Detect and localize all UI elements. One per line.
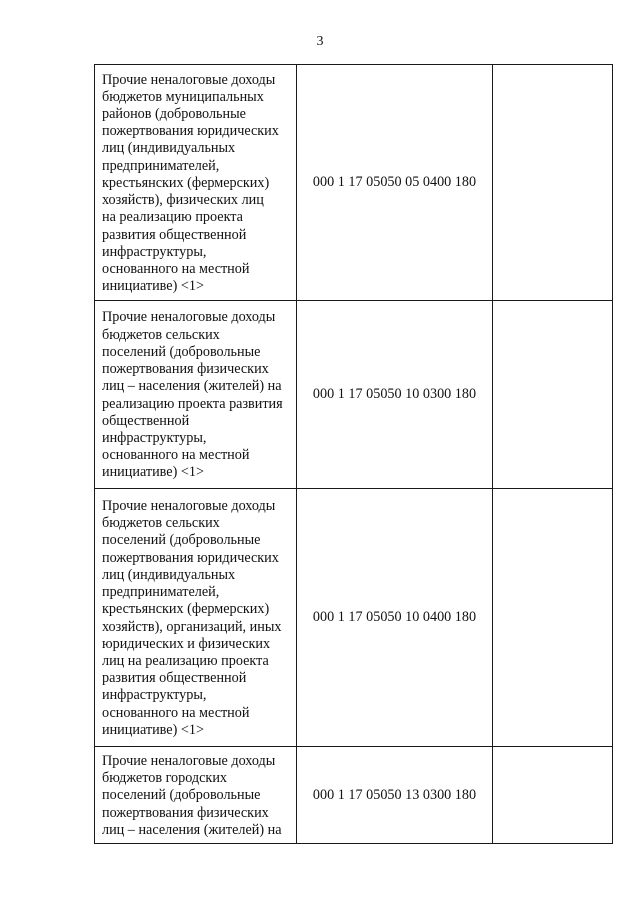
description-cell xyxy=(95,301,297,489)
budget-classification-code: 000 1 17 05050 10 0300 180 xyxy=(312,386,477,402)
code-cell xyxy=(297,65,493,301)
description-cell xyxy=(95,747,297,844)
budget-classification-code: 000 1 17 05050 10 0400 180 xyxy=(312,609,477,625)
table-row xyxy=(95,489,613,747)
code-cell xyxy=(297,301,493,489)
row-description: Прочие неналоговые доходы бюджетов муниципальных районов (добровольные пожертвования юридических лиц (индивидуальных предпринимателей, крестьянских (фермерских) хозяйств), физических лиц на реализацию проекта развития общественной инфраструктуры, основанного на местной инициативе) <1> xyxy=(102,71,279,295)
row-description: Прочие неналоговые доходы бюджетов городских поселений (добровольные пожертвования физических лиц – населения (жителей) на xyxy=(102,753,282,838)
description-cell xyxy=(95,489,297,747)
empty-cell xyxy=(493,747,613,844)
page-number: 3 xyxy=(316,34,324,49)
row-description: Прочие неналоговые доходы бюджетов сельских поселений (добровольные пожертвования юридических лиц (индивидуальных предпринимателей, крестьянских (фермерских) хозяйств), организаций, иных юридических и физических лиц на реализацию проекта развития общественной инфраструктуры, основанного на местной инициативе) <1> xyxy=(102,498,282,738)
table-row xyxy=(95,65,613,301)
row-description: Прочие неналоговые доходы бюджетов сельских поселений (добровольные пожертвования физических лиц – населения (жителей) на реализацию проекта развития общественной инфраструктуры, основанного на местной инициативе) <1> xyxy=(102,309,283,481)
empty-cell xyxy=(493,489,613,747)
table-row xyxy=(95,747,613,844)
empty-cell xyxy=(493,65,613,301)
code-cell xyxy=(297,489,493,747)
budget-classification-code: 000 1 17 05050 13 0300 180 xyxy=(312,786,477,803)
description-cell xyxy=(95,65,297,301)
revenue-codes-table xyxy=(94,64,613,844)
empty-cell xyxy=(493,301,613,489)
budget-classification-code: 000 1 17 05050 05 0400 180 xyxy=(312,174,477,190)
code-cell xyxy=(297,747,493,844)
table-row xyxy=(95,301,613,489)
